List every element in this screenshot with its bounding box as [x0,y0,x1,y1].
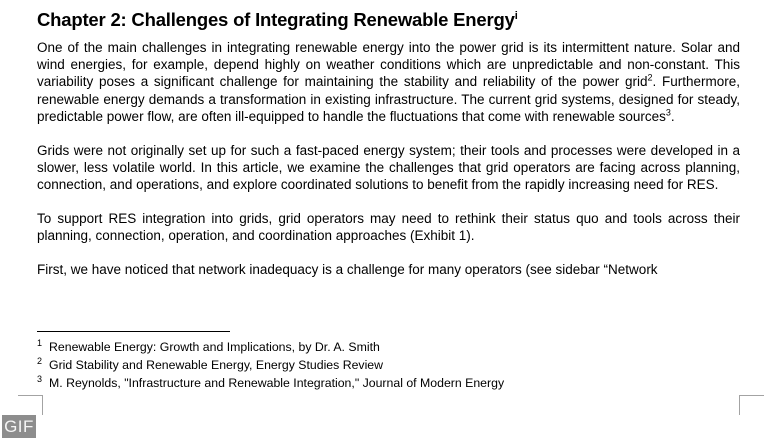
footnote-number: 3 [37,373,43,384]
text-boundary-mark-right [739,395,764,415]
footnote-text: Renewable Energy: Growth and Implications, by Dr. A. Smith [49,340,380,354]
chapter-title-text: Chapter 2: Challenges of Integrating Renewable Energy [37,9,515,30]
footnotes [37,339,740,392]
footnote [37,375,740,393]
paragraph: Grids were not originally set up for such a fast-paced energy system; their tools and processes were developed in a slower, less volatile world. In this article, we examine the challenges that grid operators are facing across planning, connection, and operations, and explore coordinated solutions to benefit from the rapidly increasing need for RES. [37,142,740,192]
text-boundary-mark-left [18,395,43,415]
footnote-number: 1 [37,337,43,348]
footnote-text: Grid Stability and Renewable Energy, Energy Studies Review [49,357,384,372]
paragraph: One of the main challenges in integrating renewable energy into the power grid is its intermittent nature. Solar and wind energies, for example, depend highly on weather conditions which are unpredictable and non-constant. This variability poses a significant challenge for maintaining the stability and reliability of the power grid$^2$. Furthermore, renewable energy demands a transformation in existing infrastructure. The current grid systems, designed for steady, predictable power flow, are often ill-equipped to handle the fluctuations that come with renewable sources$^3$. [37,40,740,124]
footnote-number: 2 [37,355,43,366]
chapter-title [37,9,518,31]
footnote-reference: 3 [665,107,671,118]
footnote [37,339,740,357]
footnote [37,357,740,375]
endnote-reference: i [514,9,518,22]
paragraph: First, we have noticed that network inadequacy is a challenge for many operators (see sidebar “Network [37,261,658,277]
footnote-reference: 2 [647,72,653,83]
gif-format-badge: GIF [2,415,36,438]
paragraph: To support RES integration into grids, grid operators may need to rethink their status quo and tools across their planning, connection, operation, and coordination approaches (Exhibit 1). [37,210,740,243]
document-body [37,39,740,294]
footnote-separator [37,331,230,332]
footnote-text: M. Reynolds, "Infrastructure and Renewable Integration," Journal of Modern Energy [49,375,505,390]
